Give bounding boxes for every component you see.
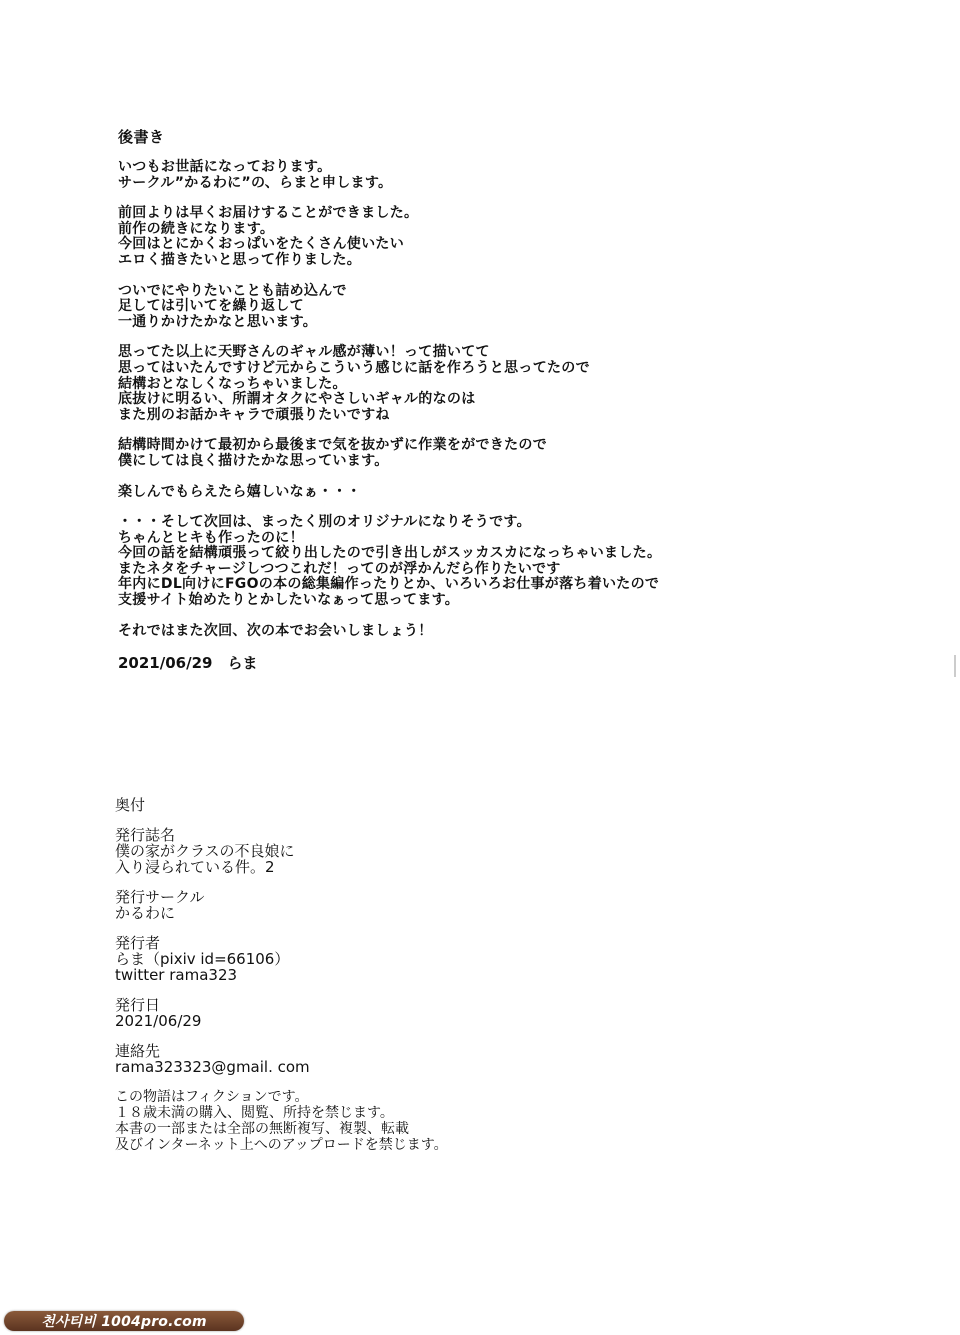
afterword-line: ・・・そして次回は、まったく別のオリジナルになりそうです。 — [118, 514, 531, 531]
afterword-paragraph — [118, 624, 878, 640]
colophon-heading: 奥付 — [115, 796, 146, 814]
colophon-contact-block — [115, 1043, 615, 1075]
publisher-line-1: らま（pixiv id=66106） — [115, 950, 290, 968]
afterword-line: 楽しんでもらえたら嬉しいなぁ・・・ — [118, 483, 362, 500]
afterword-line: 支援サイト始めたりとかしたいなぁって思ってます。 — [118, 592, 460, 609]
afterword-heading: 後書き — [118, 128, 165, 146]
afterword-line: ついでにやりたいことも詰め込んで — [118, 282, 347, 299]
title-label: 発行誌名 — [115, 826, 176, 844]
legal-line: 本書の一部または全部の無断複写、複製、転載 — [115, 1121, 409, 1137]
legal-line: 及びインターネット上へのアップロードを禁じます。 — [115, 1137, 448, 1153]
afterword-line: 今回はとにかくおっぱいをたくさん使いたい — [118, 236, 404, 253]
legal-line: １８歳未満の購入、閲覧、所持を禁じます。 — [115, 1105, 394, 1121]
colophon-title-block — [115, 827, 615, 875]
afterword-line: 底抜けに明るい、所謂オタクにやさしいギャル的なのは — [118, 391, 476, 408]
colophon-date-block — [115, 997, 615, 1029]
watermark-text: 천사티비 1004pro.com — [41, 1314, 207, 1330]
afterword-line: 結構時間かけて最初から最後まで気を抜かずに作業をができたので — [118, 437, 547, 454]
contact-label: 連絡先 — [115, 1042, 161, 1060]
afterword-line: いつもお世話になっております。 — [118, 159, 332, 175]
afterword-line: それではまた次回、次の本でお会いしましょう！ — [118, 622, 433, 639]
afterword-paragraph — [118, 485, 878, 501]
afterword-paragraph — [118, 515, 878, 609]
afterword-line: 思ってた以上に天野さんのギャル感が薄い！って描いてて — [118, 344, 490, 361]
afterword-line: 足しては引いてを繰り返して — [118, 298, 304, 315]
date-value: 2021/06/29 — [115, 1012, 202, 1030]
afterword-paragraph — [118, 438, 878, 469]
watermark-badge — [4, 1311, 244, 1331]
afterword-line: 僕にしては良く描けたかな思っています。 — [118, 452, 389, 469]
afterword-line: エロく描きたいと思って作りました。 — [118, 251, 362, 268]
afterword-line: 思ってはいたんですけど元からこういう感じに話を作ろうと思ってたので — [118, 359, 590, 376]
circle-value: かるわに — [115, 904, 176, 922]
afterword-line: またネタをチャージしつつこれだ！ってのが浮かんだら作りたいです — [118, 560, 561, 577]
publisher-line-2: twitter rama323 — [115, 966, 238, 984]
colophon-circle-block — [115, 889, 615, 921]
afterword-line: 一通りかけたかなと思います。 — [118, 313, 318, 330]
afterword-paragraph — [118, 284, 878, 331]
colophon-section — [115, 796, 615, 1167]
afterword-paragraph — [118, 160, 878, 191]
afterword-line: 前作の続きになります。 — [118, 220, 275, 237]
legal-line: この物語はフィクションです。 — [115, 1089, 309, 1105]
title-line-2: 入り浸られている件。2 — [115, 858, 275, 876]
afterword-paragraph — [118, 206, 878, 268]
afterword-line: 前回よりは早くお届けすることができました。 — [118, 205, 419, 222]
publisher-label: 発行者 — [115, 934, 161, 952]
afterword-line: 今回の話を結構頑張って絞り出したので引き出しがスッカスカになっちゃいました。 — [118, 545, 662, 562]
page-edge-mark — [954, 655, 956, 677]
date-label: 発行日 — [115, 996, 161, 1014]
afterword-paragraph — [118, 345, 878, 423]
afterword-body — [118, 160, 878, 639]
colophon-publisher-block — [115, 935, 615, 983]
afterword-signature: 2021/06/29 らま — [118, 654, 258, 673]
afterword-line: サークル”かるわに”の、らまと申します。 — [118, 174, 393, 191]
afterword-line: 結構おとなしくなっちゃいました。 — [118, 375, 347, 392]
title-line-1: 僕の家がクラスの不良娘に — [115, 842, 295, 860]
afterword-line: また別のお話かキャラで頑張りたいですね — [118, 406, 390, 423]
colophon-legal-block — [115, 1089, 615, 1153]
afterword-line: 年内にDL向けにFGOの本の総集編作ったりとか、いろいろお仕事が落ち着いたので — [118, 576, 660, 593]
afterword-line: ちゃんとヒキも作ったのに！ — [118, 529, 304, 546]
afterword-section — [118, 128, 878, 672]
circle-label: 発行サークル — [115, 888, 205, 906]
contact-value: rama323323@gmail. com — [115, 1058, 310, 1076]
